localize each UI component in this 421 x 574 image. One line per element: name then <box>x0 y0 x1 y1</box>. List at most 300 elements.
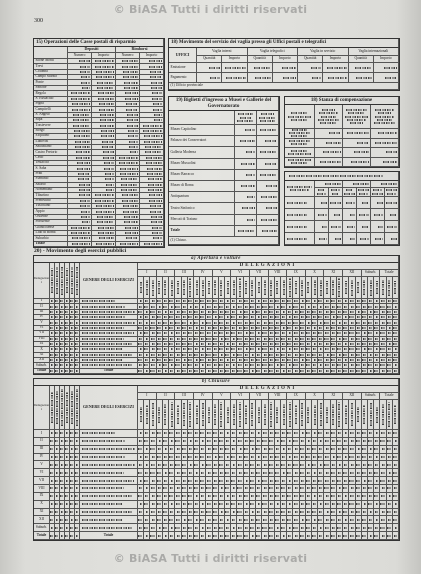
illegible-figures <box>146 535 149 537</box>
illegible-figures <box>306 300 310 302</box>
illegible-figures <box>70 370 73 372</box>
illegible-figures <box>202 440 204 442</box>
illegible-figures <box>104 168 114 170</box>
illegible-figures <box>382 322 384 324</box>
illegible-figures <box>350 300 354 302</box>
illegible-rotated-heading <box>196 405 198 424</box>
row-label: Portuense <box>34 220 68 225</box>
illegible-figures <box>356 332 359 334</box>
illegible-figures <box>350 327 353 329</box>
illegible-figures <box>81 216 90 218</box>
illegible-rotated-heading <box>61 389 63 425</box>
illegible-figures <box>332 440 335 442</box>
illegible-figures <box>75 472 78 474</box>
illegible-figures <box>61 535 63 537</box>
illegible-figures <box>245 322 248 324</box>
illegible-figures <box>219 464 223 466</box>
illegible-figures <box>338 535 341 537</box>
illegible-figures <box>65 535 68 537</box>
illegible-figures <box>312 511 316 513</box>
figure-cell <box>393 438 399 446</box>
illegible-figures <box>124 221 138 223</box>
illegible-rotated-heading <box>351 403 353 425</box>
illegible-figures <box>351 161 369 163</box>
illegible-figures <box>99 103 114 105</box>
illegible-figures <box>238 306 242 308</box>
illegible-rotated-heading <box>295 281 297 295</box>
illegible-figures <box>50 370 53 372</box>
illegible-figures <box>377 119 392 121</box>
illegible-figures <box>370 354 372 356</box>
illegible-figures <box>60 332 63 334</box>
illegible-figures <box>221 487 223 489</box>
illegible-figures <box>66 480 68 482</box>
illegible-figures <box>307 311 310 313</box>
illegible-figures <box>103 151 114 153</box>
illegible-figures <box>345 359 347 361</box>
illegible-figures <box>238 332 241 334</box>
column-group-header <box>371 181 399 188</box>
illegible-figures <box>313 480 316 482</box>
illegible-rotated-heading <box>370 279 372 296</box>
figure-cell <box>235 215 257 226</box>
row-label: Tiburtino <box>34 193 68 198</box>
illegible-figures <box>71 327 73 329</box>
illegible-figures <box>319 238 327 240</box>
illegible-figures <box>373 189 381 191</box>
illegible-figures <box>320 440 323 442</box>
illegible-figures <box>325 332 329 334</box>
illegible-figures <box>65 343 68 345</box>
figure-cell <box>329 233 343 245</box>
illegible-heading <box>285 150 314 155</box>
row-label <box>285 221 315 233</box>
genre-label-illegible <box>80 454 138 462</box>
figure-cell <box>393 516 399 524</box>
illegible-figures <box>269 370 273 372</box>
illegible-figures <box>101 130 114 132</box>
illegible-figures <box>65 495 68 497</box>
illegible-figures <box>82 221 90 223</box>
illegible-figures <box>176 432 179 434</box>
delegation-row-label: IX <box>34 342 50 347</box>
illegible-figures <box>182 535 186 537</box>
illegible-figures <box>176 316 180 318</box>
illegible-figures <box>256 519 260 521</box>
illegible-figures <box>257 306 260 308</box>
illegible-figures <box>357 142 369 144</box>
illegible-figures <box>140 348 143 350</box>
genre-label-illegible <box>80 509 138 517</box>
illegible-figures <box>357 327 359 329</box>
illegible-figures <box>66 348 68 350</box>
illegible-figures <box>75 316 78 318</box>
stub-header <box>169 111 235 125</box>
rotated-subcolumn-header <box>393 400 399 430</box>
illegible-figures <box>213 535 217 537</box>
illegible-figures <box>375 238 383 240</box>
illegible-figures <box>60 456 63 458</box>
column-header <box>315 188 329 197</box>
illegible-figures <box>251 519 254 521</box>
column-header: Importo <box>323 56 348 63</box>
illegible-figures <box>159 527 161 529</box>
illegible-figures <box>207 440 211 442</box>
illegible-figures <box>343 311 347 313</box>
illegible-figures <box>244 495 248 497</box>
illegible-figures <box>231 332 235 334</box>
delegation-column-header: XII <box>343 270 362 277</box>
illegible-figures <box>275 343 279 345</box>
illegible-figures <box>144 306 148 308</box>
illegible-figures <box>73 125 90 127</box>
illegible-figures <box>350 370 353 372</box>
illegible-figures <box>219 503 223 505</box>
illegible-figures <box>55 480 58 482</box>
illegible-figures <box>220 300 223 302</box>
illegible-figures <box>82 338 124 340</box>
illegible-figures <box>164 495 167 497</box>
illegible-figures <box>210 77 220 79</box>
illegible-figures <box>246 503 248 505</box>
illegible-figures <box>152 480 155 482</box>
illegible-figures <box>60 472 63 474</box>
illegible-figures <box>71 232 90 234</box>
illegible-figures <box>82 359 123 361</box>
illegible-figures <box>182 338 186 340</box>
illegible-figures <box>356 503 359 505</box>
illegible-figures <box>331 300 335 302</box>
illegible-figures <box>220 327 223 329</box>
illegible-figures <box>389 495 391 497</box>
illegible-figures <box>269 311 273 313</box>
table-chiusure <box>33 378 400 541</box>
illegible-figures <box>56 519 58 521</box>
illegible-figures <box>75 348 78 350</box>
illegible-figures <box>194 511 198 513</box>
column-header <box>371 188 385 197</box>
illegible-figures <box>266 185 277 187</box>
illegible-figures <box>82 440 126 442</box>
illegible-figures <box>213 487 216 489</box>
illegible-figures <box>282 503 286 505</box>
illegible-figures <box>269 527 272 529</box>
illegible-figures <box>380 364 384 366</box>
illegible-figures <box>301 364 304 366</box>
illegible-figures <box>189 338 192 340</box>
illegible-figures <box>149 66 162 68</box>
illegible-figures <box>277 440 279 442</box>
figure-cell <box>349 63 374 73</box>
illegible-rotated-heading <box>301 403 303 426</box>
illegible-figures <box>144 332 148 334</box>
illegible-figures <box>362 202 369 204</box>
delegation-row-label: IV <box>34 454 50 462</box>
illegible-figures <box>177 535 180 537</box>
illegible-figures <box>369 432 372 434</box>
illegible-figures <box>146 464 148 466</box>
illegible-figures <box>313 456 316 458</box>
illegible-figures <box>182 464 185 466</box>
illegible-figures <box>357 495 360 497</box>
illegible-figures <box>78 178 90 180</box>
illegible-figures <box>145 519 148 521</box>
illegible-figures <box>164 480 167 482</box>
illegible-rotated-heading <box>289 402 291 427</box>
illegible-figures <box>269 440 272 442</box>
illegible-figures <box>270 480 273 482</box>
illegible-figures <box>244 456 248 458</box>
illegible-figures <box>79 184 91 186</box>
illegible-figures <box>344 503 347 505</box>
illegible-figures <box>65 359 68 361</box>
illegible-rotated-heading <box>338 402 340 427</box>
illegible-figures <box>258 348 261 350</box>
illegible-figures <box>320 322 323 324</box>
illegible-figures <box>127 114 139 116</box>
illegible-figures <box>225 327 229 329</box>
illegible-figures <box>245 527 248 529</box>
illegible-figures <box>127 125 138 127</box>
row-label: Trastevere <box>34 123 68 128</box>
total-figure-cell <box>68 242 92 247</box>
illegible-figures <box>320 527 322 529</box>
column-group-header: Rimborsi <box>116 47 164 53</box>
illegible-figures <box>369 495 372 497</box>
illegible-figures <box>163 440 167 442</box>
illegible-figures <box>195 300 198 302</box>
rotated-subcolumn-header <box>393 277 399 299</box>
illegible-figures <box>381 327 384 329</box>
illegible-figures <box>105 173 114 175</box>
illegible-figures <box>82 503 124 505</box>
illegible-figures <box>195 456 198 458</box>
illegible-figures <box>378 226 383 228</box>
illegible-heading <box>343 189 356 194</box>
illegible-figures <box>332 193 339 195</box>
illegible-figures <box>326 343 329 345</box>
illegible-figures <box>200 359 204 361</box>
illegible-figures <box>138 535 142 537</box>
illegible-figures <box>264 535 267 537</box>
illegible-figures <box>382 535 385 537</box>
illegible-figures <box>257 354 261 356</box>
illegible-figures <box>314 327 316 329</box>
figure-cell <box>222 63 247 73</box>
illegible-figures <box>226 322 230 324</box>
illegible-figures <box>331 519 335 521</box>
illegible-figures <box>256 535 260 537</box>
illegible-figures <box>332 464 335 466</box>
illegible-figures <box>171 306 174 308</box>
illegible-figures <box>275 519 279 521</box>
illegible-figures <box>276 370 279 372</box>
illegible-figures <box>250 338 254 340</box>
illegible-figures <box>247 219 255 221</box>
illegible-figures <box>146 322 148 324</box>
illegible-figures <box>355 67 371 69</box>
illegible-figures <box>238 322 242 324</box>
column-header: Quantità <box>298 56 323 63</box>
illegible-figures <box>183 440 186 442</box>
illegible-figures <box>331 495 335 497</box>
illegible-figures <box>171 527 174 529</box>
illegible-figures <box>233 306 235 308</box>
illegible-figures <box>333 316 335 318</box>
figure-cell <box>315 221 329 233</box>
illegible-figures <box>138 495 142 497</box>
illegible-figures <box>170 354 173 356</box>
illegible-figures <box>318 456 322 458</box>
illegible-rotated-heading <box>177 405 179 423</box>
illegible-figures <box>65 511 68 513</box>
illegible-figures <box>195 306 199 308</box>
illegible-figures <box>295 448 298 450</box>
illegible-figures <box>188 503 192 505</box>
illegible-figures <box>338 519 341 521</box>
illegible-figures <box>269 472 273 474</box>
illegible-figures <box>182 311 186 313</box>
illegible-figures <box>381 495 384 497</box>
illegible-figures <box>294 432 297 434</box>
illegible-figures <box>387 535 391 537</box>
illegible-figures <box>362 316 366 318</box>
illegible-figures <box>227 343 229 345</box>
illegible-figures <box>55 338 58 340</box>
illegible-figures <box>226 480 229 482</box>
illegible-figures <box>201 511 204 513</box>
illegible-figures <box>378 112 392 114</box>
column-group-header: Vaglia interni <box>197 48 248 56</box>
delegation-row-label: XI <box>34 509 50 517</box>
illegible-figures <box>75 456 78 458</box>
illegible-figures <box>263 327 266 329</box>
illegible-figures <box>380 306 384 308</box>
figure-cell <box>357 209 371 221</box>
genre-label-illegible <box>80 485 138 493</box>
illegible-figures <box>61 370 63 372</box>
illegible-figures <box>146 354 149 356</box>
illegible-rotated-heading <box>214 280 216 295</box>
illegible-rotated-heading <box>76 266 78 296</box>
illegible-figures <box>165 448 167 450</box>
illegible-figures <box>65 370 68 372</box>
illegible-figures <box>157 472 160 474</box>
illegible-figures <box>50 464 53 466</box>
illegible-figures <box>308 322 310 324</box>
illegible-figures <box>225 472 229 474</box>
illegible-figures <box>225 311 229 313</box>
illegible-figures <box>264 464 266 466</box>
illegible-figures <box>176 343 179 345</box>
illegible-figures <box>239 495 242 497</box>
genre-label-illegible <box>80 461 138 469</box>
illegible-figures <box>145 359 148 361</box>
illegible-figures <box>387 448 391 450</box>
illegible-figures <box>344 364 347 366</box>
illegible-figures <box>56 327 58 329</box>
illegible-figures <box>388 300 391 302</box>
illegible-figures <box>233 364 235 366</box>
illegible-figures <box>319 354 322 356</box>
illegible-figures <box>250 348 254 350</box>
illegible-figures <box>339 464 341 466</box>
figure-cell <box>393 446 399 454</box>
illegible-figures <box>335 238 341 240</box>
illegible-figures <box>252 354 254 356</box>
illegible-figures <box>60 300 63 302</box>
illegible-figures <box>231 480 235 482</box>
illegible-figures <box>282 495 285 497</box>
illegible-figures <box>150 211 162 213</box>
illegible-figures <box>50 338 53 340</box>
genre-label-illegible <box>80 469 138 477</box>
illegible-figures <box>238 503 241 505</box>
illegible-figures <box>123 211 138 213</box>
illegible-figures <box>183 316 185 318</box>
illegible-figures <box>201 535 204 537</box>
illegible-figures <box>314 359 317 361</box>
illegible-figures <box>182 487 186 489</box>
illegible-figures <box>209 67 220 69</box>
illegible-figures <box>182 327 186 329</box>
illegible-figures <box>70 322 73 324</box>
illegible-figures <box>200 480 204 482</box>
illegible-figures <box>387 440 391 442</box>
illegible-figures <box>346 109 367 111</box>
illegible-figures <box>276 535 279 537</box>
illegible-figures <box>66 432 68 434</box>
illegible-figures <box>369 519 372 521</box>
illegible-rotated-heading <box>251 279 253 296</box>
illegible-figures <box>120 173 138 175</box>
illegible-figures <box>382 511 385 513</box>
illegible-figures <box>72 243 90 245</box>
illegible-figures <box>317 193 326 195</box>
illegible-figures <box>96 205 114 207</box>
illegible-rotated-heading <box>264 280 266 295</box>
illegible-figures <box>98 232 114 234</box>
illegible-figures <box>312 535 316 537</box>
illegible-figures <box>189 487 192 489</box>
illegible-figures <box>394 311 397 313</box>
illegible-figures <box>251 472 254 474</box>
illegible-figures <box>119 162 138 164</box>
illegible-figures <box>314 300 317 302</box>
figure-cell <box>235 159 257 170</box>
row-label <box>285 129 315 139</box>
illegible-figures <box>163 511 167 513</box>
illegible-figures <box>368 338 372 340</box>
illegible-rotated-heading <box>196 280 198 294</box>
illegible-figures <box>337 440 341 442</box>
illegible-rotated-heading <box>301 279 303 295</box>
illegible-figures <box>169 472 173 474</box>
illegible-figures <box>189 327 192 329</box>
illegible-figures <box>369 472 372 474</box>
row-label: Flaminio <box>34 177 68 182</box>
illegible-figures <box>70 306 73 308</box>
illegible-figures <box>232 327 235 329</box>
illegible-figures <box>388 316 391 318</box>
illegible-figures <box>282 67 296 69</box>
illegible-figures <box>157 480 161 482</box>
illegible-figures <box>320 503 322 505</box>
illegible-figures <box>287 300 291 302</box>
illegible-figures <box>368 503 372 505</box>
illegible-figures <box>375 364 378 366</box>
illegible-figures <box>368 480 372 482</box>
